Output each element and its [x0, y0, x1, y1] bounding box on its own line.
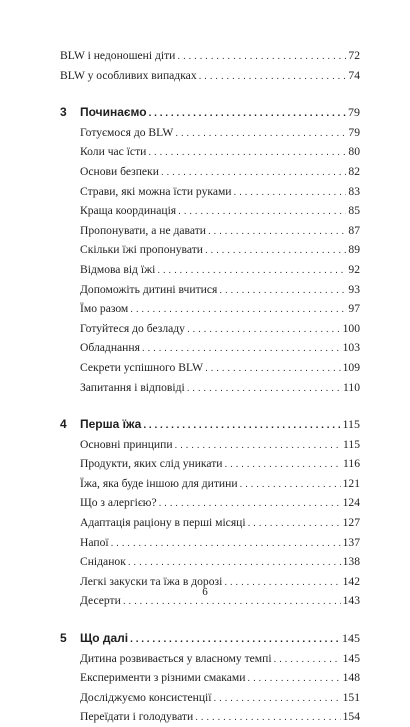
chapter-5 — [60, 629, 360, 727]
chapter-heading[interactable] — [60, 629, 360, 649]
toc-entry-page: 143 — [342, 594, 360, 608]
toc-entry[interactable] — [80, 378, 360, 398]
chapter-title: Що далі — [80, 631, 129, 646]
toc-entry-title: Їмо разом — [80, 302, 129, 316]
toc-entry[interactable] — [80, 493, 360, 513]
toc-entry-page: 80 — [348, 145, 360, 159]
toc-entry-page: 83 — [348, 184, 360, 198]
toc-entry-page: 154 — [342, 710, 360, 724]
toc-entry-page: 115 — [343, 437, 360, 451]
toc-entry-page: 151 — [342, 690, 360, 704]
leader-dots — [175, 436, 341, 455]
toc-entry[interactable] — [80, 668, 360, 688]
chapter-sections — [60, 649, 360, 727]
toc-entry-title: Основи безпеки — [80, 164, 159, 178]
toc-entry-page: 116 — [343, 457, 360, 471]
chapter-sections — [60, 123, 360, 397]
toc-entry-page: 148 — [342, 671, 360, 685]
toc-entry-page: 85 — [348, 204, 360, 218]
toc-entry-title: Секрети успішного BLW — [80, 360, 204, 374]
leader-dots — [213, 689, 340, 708]
leader-dots — [128, 553, 341, 572]
toc-entry-page: 138 — [342, 555, 360, 569]
leader-dots — [157, 261, 346, 280]
toc-entry[interactable] — [80, 280, 360, 300]
leader-dots — [130, 300, 346, 319]
chapter-number: 5 — [60, 631, 67, 646]
leader-dots — [219, 281, 346, 300]
toc-entry-title: BLW у особливих випадках — [60, 68, 197, 82]
chapter-title: Починаємо — [80, 105, 147, 120]
toc-entry[interactable] — [80, 707, 360, 727]
toc-entry[interactable] — [80, 201, 360, 221]
toc-entry-title: Запитання і відповіді — [80, 380, 185, 394]
toc-entry-page: 142 — [342, 574, 360, 588]
leader-dots — [208, 222, 346, 241]
leader-dots — [148, 143, 346, 162]
toc-entry-page: 93 — [348, 282, 360, 296]
toc-entry-title: Їжа, яка буде іншою для дитини — [80, 476, 238, 490]
chapter-3 — [60, 103, 360, 397]
toc-entry[interactable] — [80, 162, 360, 182]
toc-entry[interactable] — [80, 533, 360, 553]
toc-entry-page: 82 — [348, 164, 360, 178]
chapter-number: 3 — [60, 105, 67, 120]
chapter-number: 4 — [60, 417, 67, 432]
leader-dots — [205, 359, 340, 378]
toc-entry-page: 110 — [343, 380, 360, 394]
chapter-4 — [60, 415, 360, 611]
toc-entry[interactable] — [80, 474, 360, 494]
leader-dots — [187, 320, 341, 339]
toc-entry-page: 109 — [342, 360, 360, 374]
toc-entry[interactable] — [80, 688, 360, 708]
toc-entry[interactable] — [80, 513, 360, 533]
toc-entry[interactable] — [80, 123, 360, 143]
chapter-title: Перша їжа — [80, 417, 142, 432]
leader-dots — [274, 650, 341, 669]
leader-dots — [240, 475, 341, 494]
toc-entry-title: Напої — [80, 535, 109, 549]
leader-dots — [199, 67, 347, 86]
leader-dots — [177, 47, 346, 66]
leader-dots — [143, 416, 340, 435]
toc-entry[interactable] — [80, 221, 360, 241]
chapter-page: 79 — [348, 105, 360, 120]
table-of-contents — [60, 46, 360, 727]
toc-entry-title: Обладнання — [80, 341, 140, 355]
toc-entry[interactable] — [80, 358, 360, 378]
toc-entry-page: 103 — [342, 341, 360, 355]
toc-entry-page: 74 — [348, 68, 360, 82]
leader-dots — [142, 339, 341, 358]
toc-entry[interactable] — [80, 240, 360, 260]
toc-entry[interactable] — [80, 299, 360, 319]
leader-dots — [178, 202, 346, 221]
toc-entry-title: Скільки їжі пропонувати — [80, 243, 203, 257]
toc-entry-title: Що з алергією? — [80, 496, 157, 510]
chapter-page: 115 — [342, 417, 360, 432]
toc-entry-title: Коли час їсти — [80, 145, 147, 159]
toc-entry-title: Основні принципи — [80, 437, 173, 451]
toc-entry-page: 124 — [342, 496, 360, 510]
toc-entry-title: Пропонувати, а не давати — [80, 223, 206, 237]
toc-entry-title: Продукти, яких слід уникати — [80, 457, 223, 471]
toc-entry-title: Страви, які можна їсти руками — [80, 184, 232, 198]
chapter-page: 145 — [342, 631, 360, 646]
toc-entry-page: 87 — [348, 223, 360, 237]
toc-entry-title: Допоможіть дитині вчитися — [80, 282, 218, 296]
toc-entry-page: 100 — [342, 321, 360, 335]
toc-entry[interactable] — [80, 649, 360, 669]
toc-entry-page: 89 — [348, 243, 360, 257]
leader-dots — [187, 379, 341, 398]
page-number: 6 — [202, 586, 208, 598]
toc-entry-title: Сніданок — [80, 555, 126, 569]
toc-entry-page: 92 — [348, 262, 360, 276]
toc-entry[interactable] — [60, 46, 360, 66]
toc-entry[interactable] — [80, 182, 360, 202]
toc-entry[interactable] — [80, 552, 360, 572]
toc-entry[interactable] — [80, 338, 360, 358]
toc-entry-title: Переїдати і голодувати — [80, 710, 194, 724]
leader-dots — [234, 183, 347, 202]
leader-dots — [248, 514, 341, 533]
leader-dots — [195, 708, 340, 727]
toc-entry-title: Експерименти з різними смаками — [80, 671, 246, 685]
toc-entry-page: 137 — [342, 535, 360, 549]
toc-entry-title: Готуйтеся до безладу — [80, 321, 185, 335]
toc-entry-title: Дитина розвивається у власному темпі — [80, 651, 272, 665]
toc-entry-title: Адаптація раціону в перші місяці — [80, 516, 246, 530]
toc-entry-title: Краща координація — [80, 204, 177, 218]
toc-entry-title: Десерти — [80, 594, 121, 608]
leader-dots — [161, 163, 347, 182]
toc-entry-title: Легкі закуски та їжа в дорозі — [80, 574, 223, 588]
toc-entry-page: 121 — [342, 476, 360, 490]
leader-dots — [130, 630, 340, 649]
leader-dots — [175, 124, 346, 143]
toc-entry-page: 97 — [348, 302, 360, 316]
leader-dots — [149, 104, 346, 123]
leader-dots — [247, 669, 340, 688]
toc-entry-title: BLW і недоношені діти — [60, 49, 176, 62]
chapter-heading[interactable] — [60, 103, 360, 123]
toc-entry[interactable] — [60, 66, 360, 86]
toc-entry-page: 127 — [342, 516, 360, 530]
toc-entry-page: 72 — [348, 49, 360, 62]
chapter-sections — [60, 435, 360, 611]
toc-entry-page: 79 — [348, 125, 360, 139]
toc-entry-page: 145 — [342, 651, 360, 665]
toc-entry[interactable] — [80, 319, 360, 339]
toc-entry[interactable] — [80, 260, 360, 280]
toc-entry[interactable] — [80, 142, 360, 162]
leader-dots — [224, 455, 341, 474]
toc-entry-title: Готуємося до BLW — [80, 125, 174, 139]
toc-entry-title: Відмова від їжі — [80, 262, 156, 276]
toc-intro-group — [60, 46, 360, 85]
toc-entry-title: Досліджуємо консистенції — [80, 690, 212, 704]
leader-dots — [159, 494, 341, 513]
toc-entry[interactable] — [80, 454, 360, 474]
leader-dots — [111, 534, 341, 553]
leader-dots — [205, 241, 346, 260]
toc-entry[interactable] — [80, 435, 360, 455]
chapter-heading[interactable] — [60, 415, 360, 435]
